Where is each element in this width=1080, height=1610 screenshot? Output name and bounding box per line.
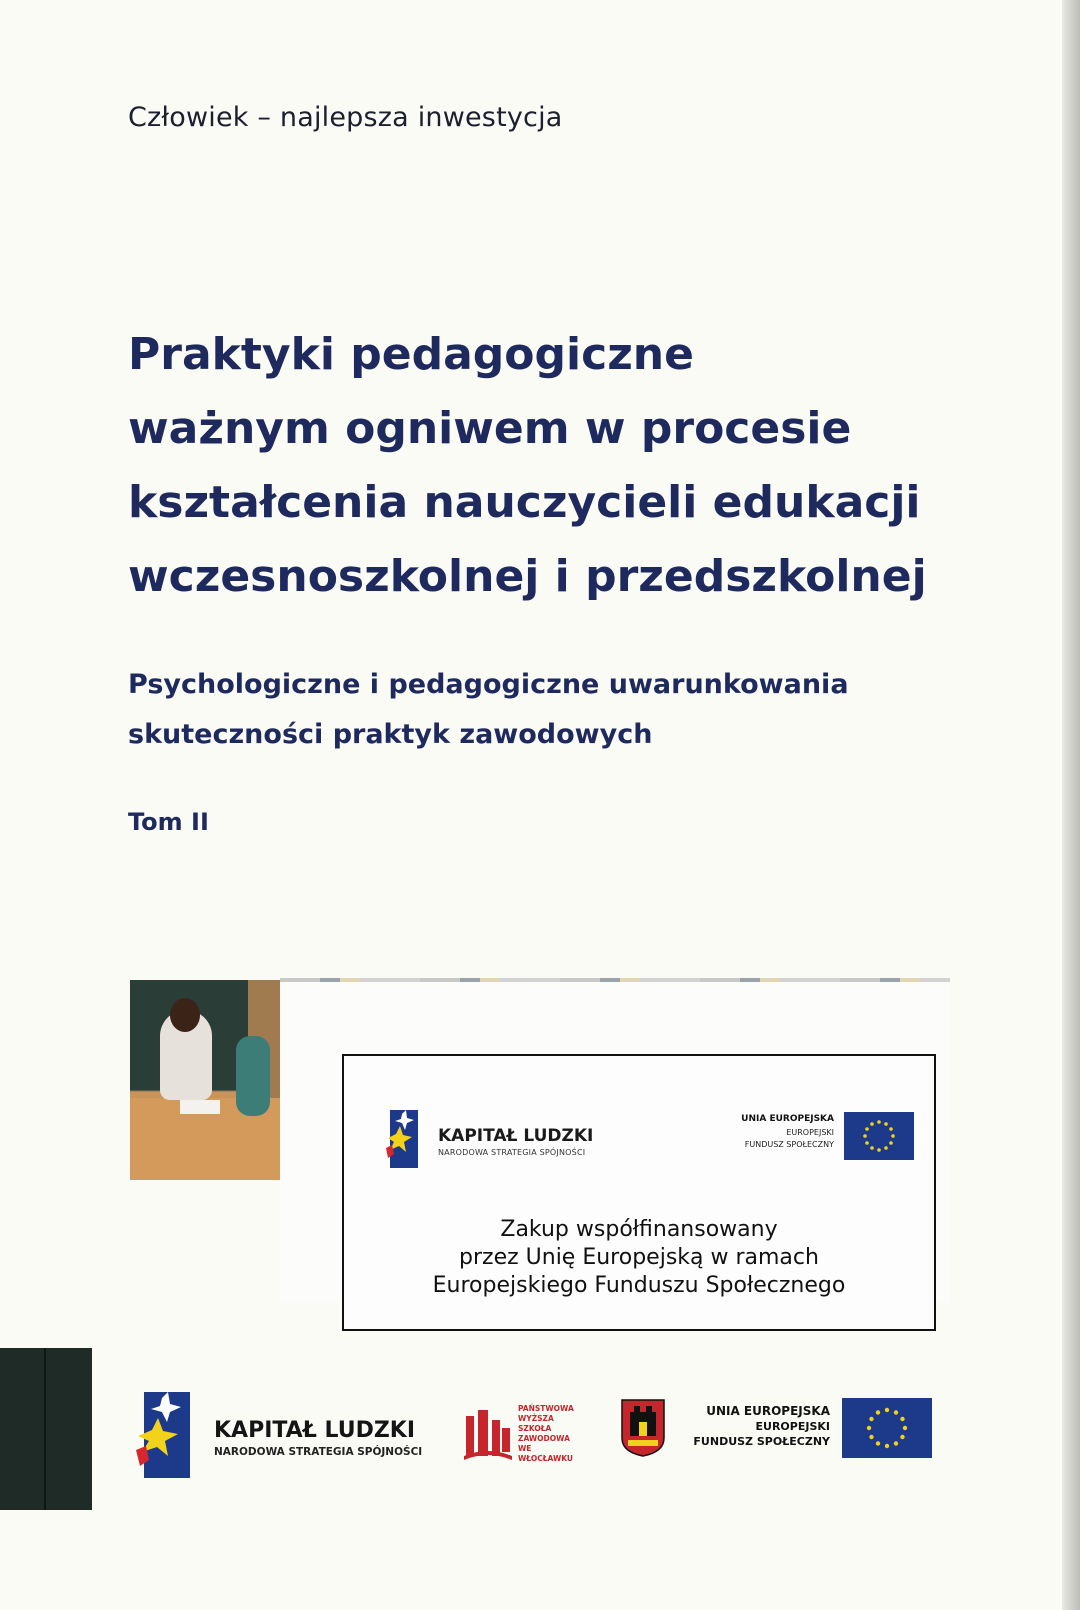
pwsz-line: WYŻSZA	[518, 1414, 554, 1423]
paper-sheet	[180, 1100, 220, 1114]
message-line: Zakup współfinansowany	[500, 1217, 778, 1242]
eu-logo	[693, 1398, 932, 1460]
title-line: Praktyki pedagogiczne	[128, 329, 694, 380]
eu-logo-small	[704, 1112, 914, 1162]
eu-line2: EUROPEJSKI	[786, 1128, 834, 1137]
eu-line3: FUNDUSZ SPOŁECZNY	[744, 1140, 834, 1149]
pwsz-line: SZKOŁA	[518, 1424, 552, 1433]
title-line: kształcenia nauczycieli edukacji	[128, 477, 921, 528]
pwsz-line: ZAWODOWA	[518, 1434, 570, 1443]
kapital-ludzki-sub: NARODOWA STRATEGIA SPÓJNOŚCI	[214, 1446, 423, 1458]
subtitle-line: skuteczności praktyk zawodowych	[128, 719, 653, 750]
subtitle-line: Psychologiczne i pedagogiczne uwarunkowania	[128, 669, 849, 700]
pwsz-name	[518, 1404, 582, 1464]
classroom-photo	[130, 980, 280, 1180]
kapital-ludzki-flag-icon	[384, 1108, 420, 1170]
cofinancing-message	[344, 1216, 934, 1300]
book-title	[128, 318, 1008, 614]
decorative-stripes	[280, 978, 950, 982]
kapital-ludzki-name: KAPITAŁ LUDZKI	[214, 1418, 416, 1443]
pwsz-logo	[462, 1400, 582, 1470]
cofinancing-sticker	[342, 1054, 936, 1331]
eu-line2: EUROPEJSKI	[755, 1420, 830, 1433]
pwsz-emblem-icon	[462, 1406, 514, 1462]
title-line: ważnym ogniwem w procesie	[128, 403, 852, 454]
eu-flag-icon	[842, 1398, 932, 1458]
eu-flag-icon	[844, 1112, 914, 1160]
pwsz-line: WE WŁOCŁAWKU	[518, 1444, 574, 1463]
message-line: Europejskiego Funduszu Społecznego	[432, 1273, 846, 1298]
pwsz-line: PAŃSTWOWA	[518, 1404, 574, 1413]
teacher-head	[170, 998, 200, 1032]
volume-label: Tom II	[128, 808, 209, 836]
eu-line1: UNIA EUROPEJSKA	[706, 1404, 830, 1418]
footer-logos	[0, 1390, 1062, 1480]
kapital-ludzki-name: KAPITAŁ LUDZKI	[438, 1126, 594, 1146]
message-line: przez Unię Europejską w ramach	[459, 1245, 819, 1270]
series-name: Człowiek – najlepsza inwestycja	[128, 102, 563, 133]
eu-line3: FUNDUSZ SPOŁECZNY	[693, 1435, 830, 1448]
title-line: wczesnoszkolnej i przedszkolnej	[128, 551, 927, 602]
wloclawek-crest-icon	[620, 1398, 666, 1458]
student-figure	[236, 1036, 270, 1116]
book-subtitle	[128, 660, 849, 760]
kapital-ludzki-sub: NARODOWA STRATEGIA SPÓJNOŚCI	[438, 1148, 586, 1157]
page-edge-shadow	[1062, 0, 1080, 1610]
eu-line1: UNIA EUROPEJSKA	[741, 1114, 834, 1124]
kapital-ludzki-flag-icon	[134, 1390, 192, 1480]
